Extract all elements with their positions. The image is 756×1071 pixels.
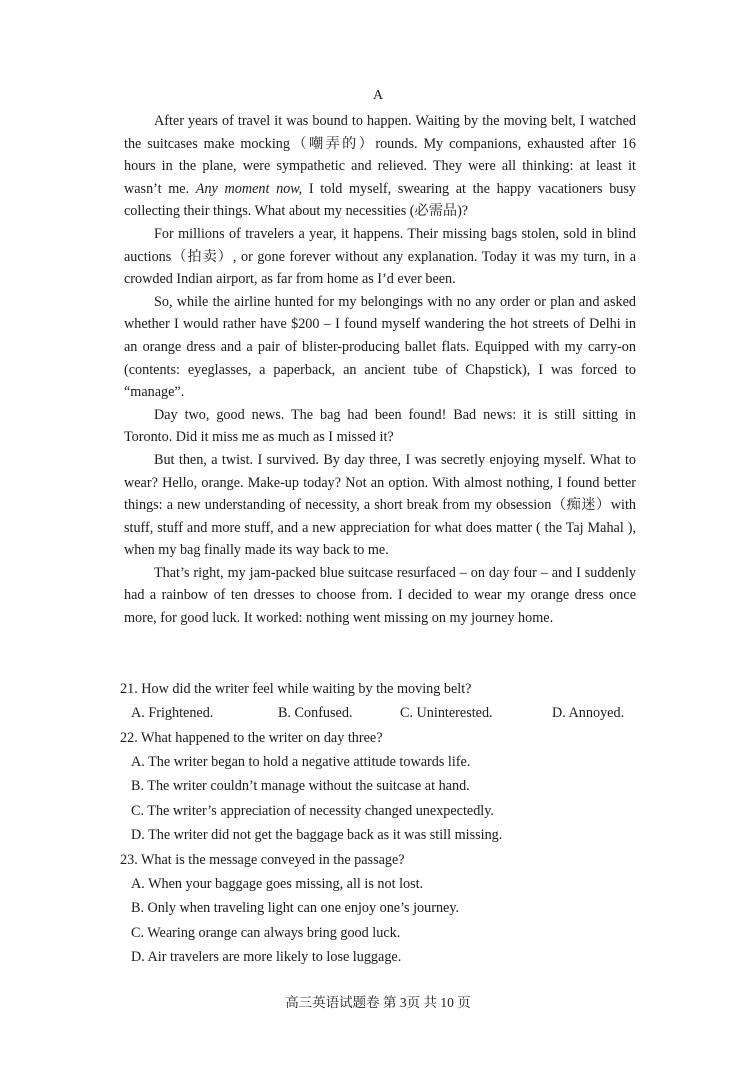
passage-paragraph-6: That’s right, my jam-packed blue suitcase resurfaced – on day four – and I suddenly had a rainbow of ten dresses to choose from. I decided to wear my orange dress once more, for good luck. It worked: nothing went missing on my journey home.	[124, 564, 636, 627]
option-b: B. Confused.	[278, 705, 353, 721]
option-a: A. The writer began to hold a negative attitude towards life.	[131, 753, 471, 770]
option-d: D. The writer did not get the baggage back as it was still missing.	[131, 827, 503, 843]
option-c: C. Wearing orange can always bring good luck.	[131, 924, 401, 941]
question-stem: 22. What happened to the writer on day three?	[120, 729, 383, 746]
option-d: D. Annoyed.	[552, 705, 625, 721]
option-d: D. Air travelers are more likely to lose luggage.	[131, 949, 402, 965]
question-21	[120, 677, 640, 726]
passage-paragraph-1	[124, 110, 636, 223]
option-c: C. Uninterested.	[400, 705, 493, 721]
page-footer: 高三英语试题卷 第 3页 共 10 页	[285, 995, 471, 1010]
option-row	[120, 701, 640, 726]
passage-paragraph-3: So, while the airline hunted for my belongings with no any order or plan and asked whether I would rather have $200 – I found myself wandering the hot streets of Delhi in an orange dress and a pair of blister-producing ballet flats. Equipped with my carry-on (contents: eyeglasses, a paperback, an ancient tube of Chapstick), I was forced to “manage”.	[124, 293, 636, 401]
option-a: A. When your baggage goes missing, all is not lost.	[131, 875, 424, 892]
question-22	[120, 726, 640, 848]
option-b: B. Only when traveling light can one enjoy one’s journey.	[131, 900, 460, 916]
passage-paragraph-4: Day two, good news. The bag had been found! Bad news: it is still sitting in Toronto. Did it miss me as much as I missed it?	[124, 406, 636, 446]
question-stem: 21. How did the writer feel while waiting by the moving belt?	[120, 681, 472, 697]
passage-paragraph-2: For millions of travelers a year, it happens. Their missing bags stolen, sold in blind auctions（拍卖）, or gone forever without any explanation. Today it was my turn, in a crowded Indian airport, as far from home as I’d ever been.	[124, 225, 636, 288]
passage-p1-text-b: I told myself, swearing at the happy vacationers busy collecting their things. What about my necessities (必需品)?	[124, 180, 636, 220]
passage-p1-italic: Any moment now,	[195, 180, 303, 197]
question-list	[120, 677, 640, 970]
passage-p1-text-a: After years of travel it was bound to happen. Waiting by the moving belt, I watched the suitcases make mocking（嘲弄的）rounds. My companions, exhausted after 16 hours in the plane, were sympathetic and relieved. They were all thinking: at least it wasn’t me.	[124, 113, 636, 197]
option-c: C. The writer’s appreciation of necessity changed unexpectedly.	[131, 802, 494, 819]
option-a: A. Frightened.	[131, 705, 214, 721]
option-b: B. The writer couldn’t manage without the suitcase at hand.	[131, 778, 470, 794]
reading-passage	[124, 110, 636, 630]
question-23	[120, 848, 640, 970]
section-letter: A	[372, 88, 384, 103]
passage-paragraph-5: But then, a twist. I survived. By day three, I was secretly enjoying myself. What to wear? Hello, orange. Make-up today? Not an option. With almost nothing, I found better things: a new understanding of necessity, a short break from my obsession（痴迷）with stuff, stuff and more stuff, and a new appreciation for what does matter ( the Taj Mahal ), when my bag finally made its way back to me.	[124, 451, 636, 559]
question-stem: 23. What is the message conveyed in the passage?	[120, 851, 405, 868]
